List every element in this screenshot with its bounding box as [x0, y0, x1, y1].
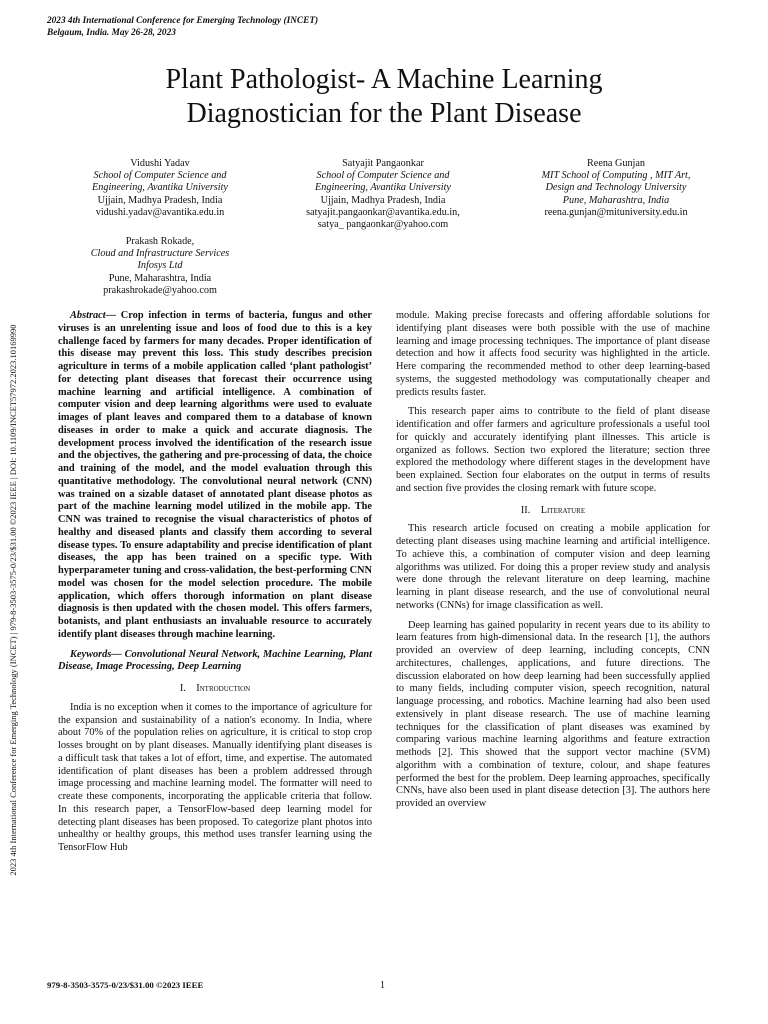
- author-affiliation: Design and Technology University: [545, 182, 687, 194]
- author-block-4: [40, 236, 280, 297]
- continued-paragraph: module. Making precise forecasts and offering affordable solutions for identifying plant diseases were both possible with the use of machine learning and image processing techniques. The importance of plant disease detection and how it affects food security was highlighted in the article. Here comparing the recommended method to other deep learning-based systems, the suggested methodology was computationally cheaper and predicts results faster.: [396, 310, 710, 398]
- conference-name: 2023 4th International Conference for Emerging Technology (INCET): [47, 16, 319, 26]
- conference-header: [47, 15, 318, 39]
- section-heading-introduction: [58, 683, 372, 696]
- page-number: 1: [380, 980, 385, 991]
- author-block-1: [40, 158, 280, 219]
- right-column: [396, 310, 710, 811]
- literature-paragraph: Deep learning has gained popularity in recent years due to its ability to learn features from high-dimensional data. In the research [1], the authors provided an overview of deep learning, including concepts, CNN architectures, challenges, applications, and future directions. The discussion elaborated on how deep learning had been successfully applied to many fields, including computer vision, speech recognition, natural language processing, and robotics. Machine learning had also been used extensively in plant disease research. The use of machine learning techniques for the classification of plant diseases was examined by comparing various machine learning algorithms and feature extraction methods [2]. This showed that the support vector machine (SVM) algorithm with a combination of texture, colour, and shape features performed the best for the problem. Deep learning approaches, specifically CNNs, have also been used in plant disease detection [3]. The authors here provided an overview: [396, 619, 710, 809]
- author-email: satyajit.pangaonkar@avantika.edu.in,: [306, 206, 460, 218]
- author-affiliation: Cloud and Infrastructure Services: [90, 248, 230, 260]
- title-line-2: Diagnostician for the Plant Disease: [186, 98, 582, 129]
- author-affiliation: Infosys Ltd: [137, 260, 183, 272]
- section-heading-literature: [396, 505, 710, 518]
- author-email-secondary: satya_ pangaonkar@yahoo.com: [317, 219, 449, 231]
- section-title: Literature: [540, 504, 586, 516]
- abstract-label: Abstract—: [70, 310, 116, 321]
- author-block-3: [496, 158, 736, 219]
- author-email: vidushi.yadav@avantika.edu.in: [95, 206, 225, 218]
- keywords: Keywords— Convolutional Neural Network, Machine Learning, Plant Disease, Image Processing, Deep Learning: [58, 648, 372, 673]
- author-location: Pune, Maharashtra, India: [562, 194, 670, 206]
- footer-copyright: 979-8-3503-3575-0/23/$31.00 ©2023 IEEE: [47, 980, 204, 990]
- title-line-1: Plant Pathologist- A Machine Learning: [165, 64, 603, 95]
- author-affiliation: School of Computer Science and: [93, 170, 227, 182]
- author-name: Reena Gunjan: [587, 158, 645, 169]
- author-name: Vidushi Yadav: [130, 158, 190, 169]
- organization-paragraph: This research paper aims to contribute to the field of plant disease identification and offer farmers and agriculture professionals a useful tool for quickly and accurately identifying plant illnesses. This article is organized as follows. Section two explored the literature; section three explored the methodology where different stages in the development have been explained. Section four elaborates on the output in terms of results and section five provides the closing remark with future scope.: [396, 406, 710, 494]
- section-number: II.: [520, 504, 531, 516]
- author-location: Ujjain, Madhya Pradesh, India: [97, 194, 223, 206]
- author-affiliation: MIT School of Computing , MIT Art,: [541, 170, 691, 182]
- author-name: Prakash Rokade,: [125, 236, 195, 247]
- author-affiliation: School of Computer Science and: [316, 170, 450, 182]
- left-column: [58, 310, 372, 855]
- author-name: Satyajit Pangaonkar: [342, 158, 424, 169]
- literature-paragraph: This research article focused on creating a mobile application for detecting plant diseases using machine learning and artificial intelligence. To achieve this, a combination of computer vision and deep learning algorithms was utilized. For doing this a proper review study and analysis were done through the relevant literature on deep learning, machine learning in plant disease research, and the use of convolutional neural networks (CNNs) for image classification as well.: [396, 523, 710, 611]
- abstract: [58, 310, 372, 642]
- author-block-2: [263, 158, 503, 231]
- section-title: Introduction: [196, 683, 251, 694]
- author-location: Pune, Maharashtra, India: [108, 272, 212, 284]
- section-number: I.: [179, 683, 186, 694]
- author-affiliation: Engineering, Avantika University: [92, 182, 228, 194]
- paper-title: [60, 63, 708, 131]
- abstract-text: Crop infection in terms of bacteria, fungus and other viruses is an unrelenting issue and loos of food due to this is a key challenge faced by farmers for many decades. Proper identification of this disease may prevent this loss. This study describes precision agriculture in terms of a mobile application called ‘plant pathologist’ for detecting plant diseases that forecast their occurrence using machine learning and artificial intelligence. A combination of computer vision and deep learning algorithms were used to evaluate images of plant leaves and compared them to a database of known diseases in order to make a quick and accurate diagnosis. The development process involved the identification of the research issue and the objectives, the gathering and pre-processing of data, the choice and training of the model, and the model evaluation through this quantitative methodology. The convolutional neural network (CNN) was trained on a sizable dataset of annotated plant disease photos as part of the machine learning model utilized in the mobile app. The CNN was trained to recognise the visual characteristics of photos of healthy and diseased plants and classify them according to several disease types. To ensure adaptability and precise identification of plant diseases, the app has been trained on a specific type. With hyperparameter tuning and cross-validation, the best-performing CNN model was chosen for the model selection procedure. The mobile application, which offers thorough information on plant disease diagnosis is then updated with the chosen model. This offers farmers, botanists, and plant enthusiasts an invaluable resource to accurately identify plant diseases through machine learning.: [58, 310, 372, 640]
- side-doi-text: 2023 4th International Conference for Emerging Technology (INCET) | 979-8-3503-3575-0/23/$31.00 ©2023 IEEE | DOI: 10.1109/INCET57972.2023.10169990: [8, 324, 18, 876]
- author-email: prakashrokade@yahoo.com: [103, 284, 217, 296]
- conference-location-date: Belgaum, India. May 26-28, 2023: [47, 28, 176, 38]
- author-location: Ujjain, Madhya Pradesh, India: [320, 194, 446, 206]
- author-email: reena.gunjan@mituniversity.edu.in: [544, 206, 688, 218]
- author-affiliation: Engineering, Avantika University: [315, 182, 451, 194]
- introduction-paragraph: India is no exception when it comes to the importance of agriculture for the expansion and sustainability of a nation's economy. In India, where about 70% of the population relies on agriculture, it is critical to stop crop losses brought on by plant diseases. Manually identifying plant diseases is a difficult task that takes a lot of effort, time, and expertise. The automated identification of plant diseases has been a problem addressed through image processing and machine learning model. The formatter will need to create these components, incorporating the applicable criteria that follow. In this research paper, a TensorFlow-based deep learning model for detecting plant diseases has been proposed. To categorize plant photos into unhealthy or healthy groups, this method uses transfer learning using the TensorFlow Hub: [58, 701, 372, 853]
